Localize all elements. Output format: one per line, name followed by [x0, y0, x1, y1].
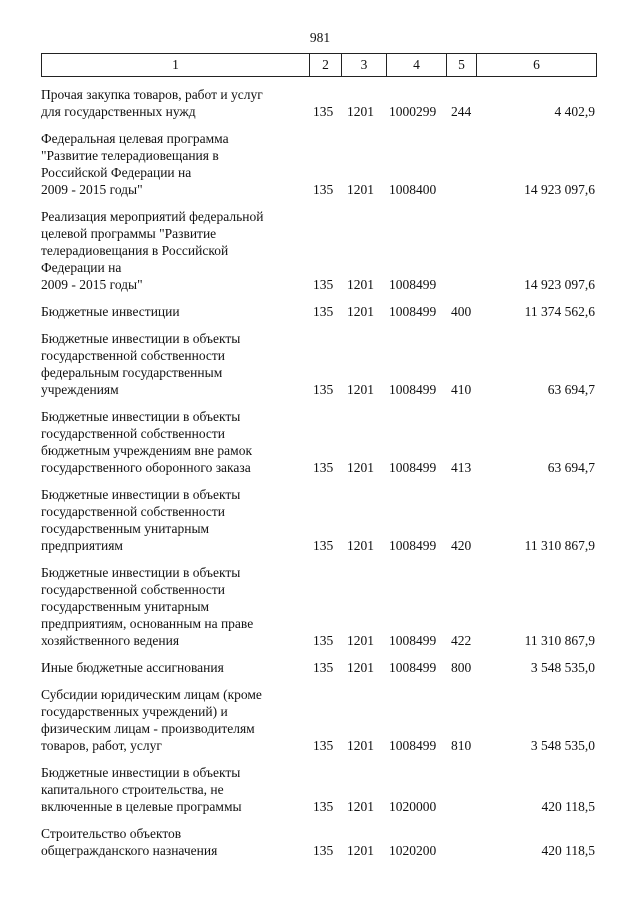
row-description: Бюджетные инвестиции в объекты государственной собственности федеральным государственным учреждениям — [41, 331, 241, 397]
row-ministry-code: 135 — [313, 633, 334, 648]
row-expense-type-code: 420 — [451, 538, 472, 553]
row-amount: 11 310 867,9 — [524, 538, 595, 553]
row-target-code: 1008499 — [389, 660, 437, 675]
row-target-code: 1008499 — [389, 460, 437, 475]
row-target-code: 1020200 — [389, 843, 437, 858]
row-target-code: 1008499 — [389, 633, 437, 648]
row-expense-type-code: 410 — [451, 382, 472, 397]
row-target-code: 1008499 — [389, 304, 437, 319]
row-expense-type-code: 810 — [451, 738, 472, 753]
row-target-code: 1008400 — [389, 182, 437, 197]
column-header-3: 3 — [342, 54, 387, 76]
row-description: Иные бюджетные ассигнования — [41, 660, 224, 675]
row-amount: 420 118,5 — [541, 799, 595, 814]
column-header-4: 4 — [387, 54, 447, 76]
row-description: Реализация мероприятий федеральной целевой программы "Развитие телерадиовещания в Российской Федерации на 2009 - 2015 годы" — [41, 209, 264, 292]
row-amount: 63 694,7 — [547, 382, 595, 397]
row-description: Бюджетные инвестиции в объекты капитального строительства, не включенные в целевые программы — [41, 765, 242, 814]
row-ministry-code: 135 — [313, 104, 334, 119]
table-row — [41, 486, 597, 554]
table-row — [41, 408, 597, 476]
row-section-code: 1201 — [347, 104, 374, 119]
row-ministry-code: 135 — [313, 304, 334, 319]
table-row — [41, 330, 597, 398]
row-amount: 11 310 867,9 — [524, 633, 595, 648]
row-ministry-code: 135 — [313, 182, 334, 197]
row-amount: 14 923 097,6 — [524, 277, 595, 292]
row-description: Строительство объектов общегражданского назначения — [41, 826, 218, 858]
row-section-code: 1201 — [347, 304, 374, 319]
row-amount: 11 374 562,6 — [524, 304, 595, 319]
row-target-code: 1008499 — [389, 382, 437, 397]
row-target-code: 1008499 — [389, 738, 437, 753]
row-ministry-code: 135 — [313, 843, 334, 858]
row-section-code: 1201 — [347, 382, 374, 397]
row-amount: 420 118,5 — [541, 843, 595, 858]
row-description: Бюджетные инвестиции — [41, 304, 180, 319]
column-header-5: 5 — [447, 54, 477, 76]
row-amount: 3 548 535,0 — [530, 660, 595, 675]
row-description: Бюджетные инвестиции в объекты государственной собственности бюджетным учреждениям вне рамок государственного оборонного заказа — [41, 409, 252, 475]
table-row — [41, 303, 597, 320]
row-expense-type-code: 413 — [451, 460, 472, 475]
table-row — [41, 86, 597, 120]
column-header-2: 2 — [310, 54, 342, 76]
row-description: Бюджетные инвестиции в объекты государственной собственности государственным унитарным предприятиям — [41, 487, 241, 553]
row-ministry-code: 135 — [313, 738, 334, 753]
column-header-row — [41, 53, 597, 77]
table-row — [41, 686, 597, 754]
table-row — [41, 764, 597, 815]
row-section-code: 1201 — [347, 460, 374, 475]
row-expense-type-code: 244 — [451, 104, 472, 119]
row-description: Федеральная целевая программа "Развитие телерадиовещания в Российской Федерации на 2009 - 2015 годы" — [41, 131, 229, 197]
column-header-6: 6 — [533, 57, 540, 72]
table-row — [41, 208, 597, 293]
row-description: Прочая закупка товаров, работ и услуг для государственных нужд — [41, 87, 263, 119]
row-expense-type-code: 422 — [451, 633, 472, 648]
row-target-code: 1020000 — [389, 799, 437, 814]
row-section-code: 1201 — [347, 633, 374, 648]
row-section-code: 1201 — [347, 182, 374, 197]
table-row — [41, 825, 597, 859]
row-target-code: 1000299 — [389, 104, 437, 119]
budget-table-body — [41, 86, 597, 869]
row-ministry-code: 135 — [313, 660, 334, 675]
row-ministry-code: 135 — [313, 538, 334, 553]
row-target-code: 1008499 — [389, 538, 437, 553]
row-section-code: 1201 — [347, 738, 374, 753]
row-amount: 3 548 535,0 — [530, 738, 595, 753]
row-ministry-code: 135 — [313, 460, 334, 475]
row-ministry-code: 135 — [313, 799, 334, 814]
row-section-code: 1201 — [347, 538, 374, 553]
table-row — [41, 564, 597, 649]
row-description: Бюджетные инвестиции в объекты государственной собственности государственным унитарным предприятиям, основанным на праве хозяйственного ведения — [41, 565, 254, 648]
column-header-1: 1 — [42, 54, 310, 76]
row-amount: 4 402,9 — [554, 104, 595, 119]
row-section-code: 1201 — [347, 843, 374, 858]
page-number: 981 — [309, 30, 331, 45]
table-row — [41, 659, 597, 676]
row-section-code: 1201 — [347, 277, 374, 292]
table-row — [41, 130, 597, 198]
row-expense-type-code: 800 — [451, 660, 472, 675]
row-section-code: 1201 — [347, 799, 374, 814]
row-ministry-code: 135 — [313, 277, 334, 292]
row-amount: 14 923 097,6 — [524, 182, 595, 197]
row-amount: 63 694,7 — [547, 460, 595, 475]
row-ministry-code: 135 — [313, 382, 334, 397]
row-expense-type-code: 400 — [451, 304, 472, 319]
row-description: Субсидии юридическим лицам (кроме государственных учреждений) и физическим лицам - производителям товаров, работ, услуг — [41, 687, 262, 753]
row-target-code: 1008499 — [389, 277, 437, 292]
row-section-code: 1201 — [347, 660, 374, 675]
